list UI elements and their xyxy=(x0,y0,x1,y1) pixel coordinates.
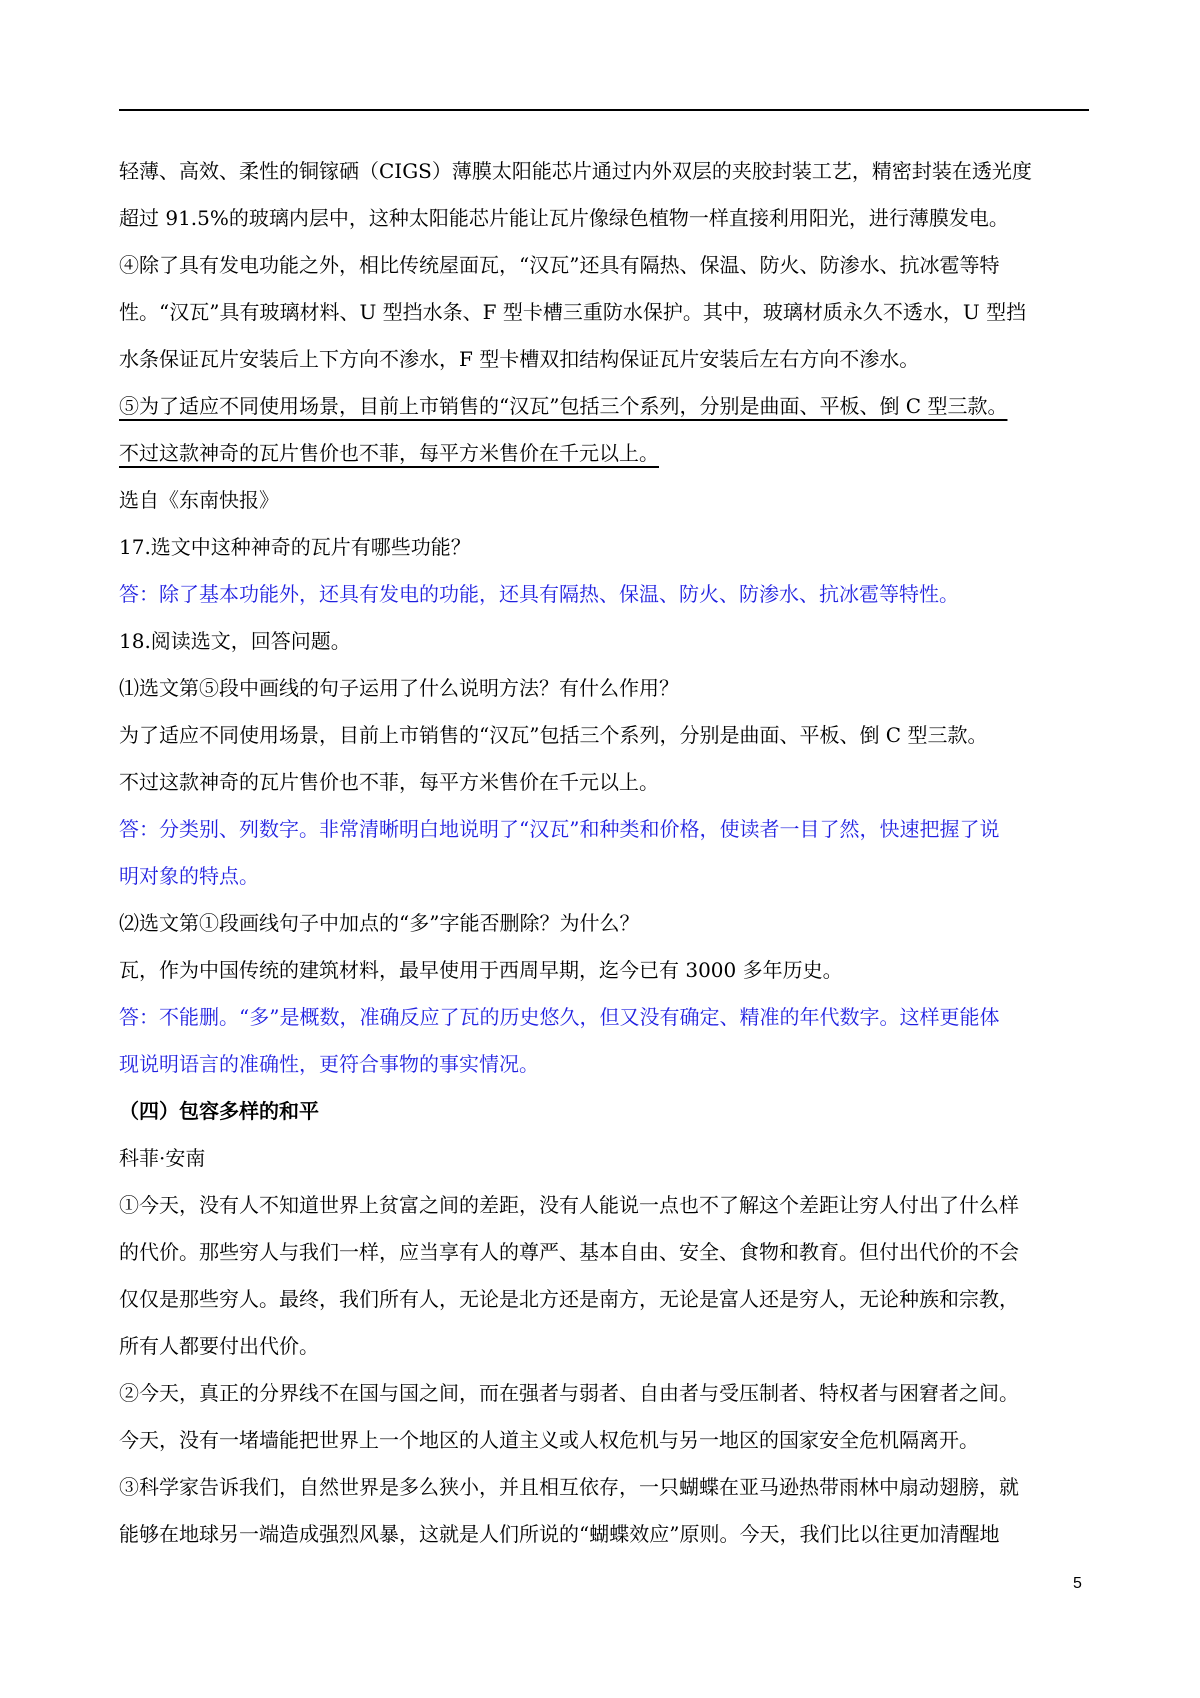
underlined-sentence: ⑤为了适应不同使用场景，目前上市销售的“汉瓦”包括三个系列，分别是曲面、平板、倒 C 型三款。 xyxy=(119,394,1008,418)
quoted-line: 瓦，作为中国传统的建筑材料，最早使用于西周早期，迄今已有 3000 多年历史。 xyxy=(119,958,843,982)
text-line: 轻薄、高效、柔性的铜镓硒（CIGS）薄膜太阳能芯片通过内外双层的夹胶封装工艺，精密封装在透光度 xyxy=(119,159,1032,183)
sub-question-1: ⑴选文第⑤段中画线的句子运用了什么说明方法？有什么作用？ xyxy=(119,676,679,700)
text-line: 能够在地球另一端造成强烈风暴，这就是人们所说的“蝴蝶效应”原则。今天，我们比以往更加清醒地 xyxy=(119,1522,1000,1546)
header-rule xyxy=(119,109,1089,111)
text-line: ③科学家告诉我们，自然世界是多么狭小，并且相互依存，一只蝴蝶在亚马逊热带雨林中扇动翅膀，就 xyxy=(119,1475,1019,1499)
answer-18-1: 明对象的特点。 xyxy=(119,864,259,888)
text-line: ①今天，没有人不知道世界上贫富之间的差距，没有人能说一点也不了解这个差距让穷人付出了什么样 xyxy=(119,1193,1019,1217)
text-line: 仅仅是那些穷人。最终，我们所有人，无论是北方还是南方，无论是富人还是穷人，无论种族和宗教， xyxy=(119,1287,1019,1311)
underlined-sentence: 不过这款神奇的瓦片售价也不菲，每平方米售价在千元以上。 xyxy=(119,441,659,465)
answer-18-2: 现说明语言的准确性，更符合事物的事实情况。 xyxy=(119,1052,539,1076)
text-line: 超过 91.5%的玻璃内层中，这种太阳能芯片能让瓦片像绿色植物一样直接利用阳光，进行薄膜发电。 xyxy=(119,206,1009,230)
answer-17: 答：除了基本功能外，还具有发电的功能，还具有隔热、保温、防火、防渗水、抗冰雹等特性。 xyxy=(119,582,959,606)
text-line: 今天，没有一堵墙能把世界上一个地区的人道主义或人权危机与另一地区的国家安全危机隔离开。 xyxy=(119,1428,979,1452)
quoted-line: 不过这款神奇的瓦片售价也不菲，每平方米售价在千元以上。 xyxy=(119,770,659,794)
text-line: 的代价。那些穷人与我们一样，应当享有人的尊严、基本自由、安全、食物和教育。但付出代价的不会 xyxy=(119,1240,1019,1264)
text-line: 性。“汉瓦”具有玻璃材料、U 型挡水条、F 型卡槽三重防水保护。其中，玻璃材质永久不透水，U 型挡 xyxy=(119,300,1027,324)
section-heading: （四）包容多样的和平 xyxy=(119,1099,319,1123)
text-line: 水条保证瓦片安装后上下方向不渗水，F 型卡槽双扣结构保证瓦片安装后左右方向不渗水。 xyxy=(119,347,920,371)
answer-18-2: 答：不能删。“多”是概数，准确反应了瓦的历史悠久，但又没有确定、精准的年代数字。这样更能体 xyxy=(119,1005,1000,1029)
question-17: 17.选文中这种神奇的瓦片有哪些功能？ xyxy=(119,535,471,559)
quoted-line: 为了适应不同使用场景，目前上市销售的“汉瓦”包括三个系列，分别是曲面、平板、倒 C 型三款。 xyxy=(119,723,988,747)
author-line: 科菲·安南 xyxy=(119,1146,206,1170)
sub-question-2: ⑵选文第①段画线句子中加点的“多”字能否删除？为什么？ xyxy=(119,911,640,935)
question-18: 18.阅读选文，回答问题。 xyxy=(119,629,351,653)
page-number: 5 xyxy=(1073,1575,1082,1592)
text-line: 所有人都要付出代价。 xyxy=(119,1334,319,1358)
answer-18-1: 答：分类别、列数字。非常清晰明白地说明了“汉瓦”和种类和价格，使读者一目了然，快速把握了说 xyxy=(119,817,1000,841)
text-line: ④除了具有发电功能之外，相比传统屋面瓦，“汉瓦”还具有隔热、保温、防火、防渗水、抗冰雹等特 xyxy=(119,253,1000,277)
text-line: ②今天，真正的分界线不在国与国之间，而在强者与弱者、自由者与受压制者、特权者与困窘者之间。 xyxy=(119,1381,1019,1405)
underlined-line xyxy=(119,383,1079,430)
source-citation: 选自《东南快报》 xyxy=(119,488,279,512)
underlined-line xyxy=(119,430,1079,477)
document-body xyxy=(119,148,1079,1558)
